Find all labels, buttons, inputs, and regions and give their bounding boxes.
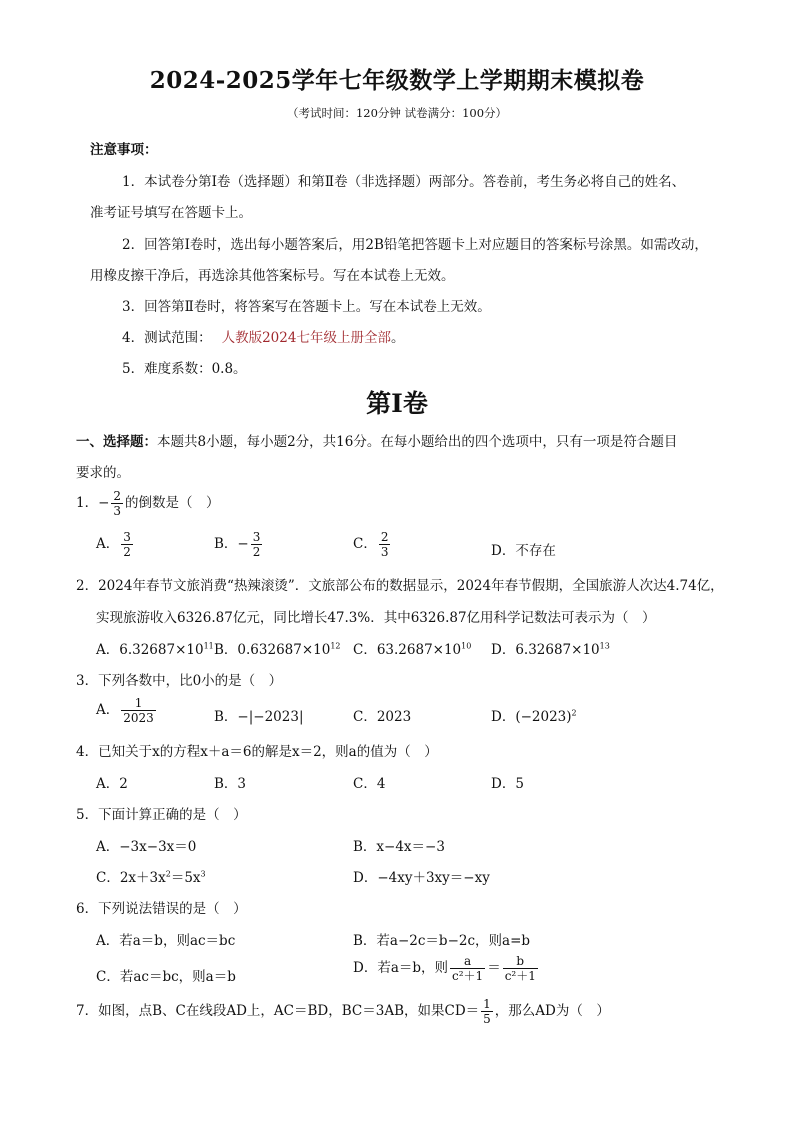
q1-c-den: 3: [380, 545, 389, 559]
section-title: 第Ⅰ卷: [366, 389, 428, 418]
q3-option-d: [491, 705, 577, 725]
q1-a-fraction: [121, 530, 133, 559]
q5-c-exp2: 3: [200, 869, 206, 879]
q6-d-den2: c²＋1: [504, 969, 536, 983]
q3-option-a: [96, 696, 158, 725]
q6-d-num2: b: [503, 954, 538, 969]
notice-item-2-cont: 用橡皮擦干净后，再选涂其他答案标号。写在本试卷上无效。: [90, 268, 455, 284]
notice-item-5: 5．难度系数：0.8。: [122, 361, 247, 377]
q2-d-base: D．6.32687×10: [491, 642, 600, 658]
q5-c-part1: C．2x＋3x: [96, 870, 166, 886]
q1-b-fraction: [251, 530, 263, 559]
q3-option-b: B．−|−2023|: [214, 709, 304, 725]
q6-option-c: C．若ac＝bc，则a＝b: [96, 969, 236, 985]
q7-fraction: [481, 997, 493, 1026]
notice-item-4-label: 4．测试范围：: [122, 330, 212, 346]
q6-d-num1: a: [450, 954, 485, 969]
question-1-stem: [76, 489, 220, 518]
q7-prefix: 7．如图，点B、C在线段AD上，AC＝BD，BC＝3AB，如果CD＝: [76, 1003, 480, 1019]
q5-option-b: B．x−4x＝−3: [353, 839, 445, 855]
q1-option-a: [96, 530, 135, 559]
q2-a-exp: 11: [203, 641, 214, 651]
notice-item-4-end: 。: [390, 330, 405, 346]
q1-c-num: 2: [380, 530, 389, 544]
q3-d-base: D．(−2023): [491, 709, 572, 725]
question-7-stem: [76, 997, 610, 1026]
q3-option-c: C．2023: [353, 709, 412, 725]
notice-item-4: [122, 326, 404, 346]
q1-suffix: 的倒数是（ ）: [125, 495, 220, 511]
question-2-stem-cont: 实现旅游收入6326.87亿元，同比增长47.3%．其中6326.87亿用科学记数法可表示为（ ）: [96, 610, 656, 626]
q4-option-d: D．5: [491, 776, 524, 792]
q1-option-c: [353, 530, 392, 559]
q2-b-exp: 12: [330, 641, 341, 651]
q1-b-num: 3: [252, 530, 261, 544]
q2-c-exp: 10: [461, 641, 472, 651]
q1-a-num: 3: [123, 530, 131, 544]
q6-d-fraction-right: [503, 954, 538, 983]
q6-option-a: A．若a＝b，则ac＝bc: [96, 933, 236, 949]
q5-c-part2: ＝5x: [170, 870, 201, 886]
q1-a-label: A．: [96, 536, 120, 552]
q2-b-base: B．0.632687×10: [214, 642, 331, 658]
q3-a-fraction: [121, 696, 156, 725]
q1-fraction: [111, 489, 123, 518]
q1-frac-num: 2: [113, 489, 122, 503]
q2-d-exp: 13: [599, 641, 610, 651]
q1-option-d: D．不存在: [491, 543, 556, 559]
section-intro-cont: 要求的。: [76, 465, 130, 481]
q7-suffix: ，那么AD为（ ）: [494, 1003, 610, 1019]
notice-item-3: 3．回答第Ⅱ卷时，将答案写在答题卡上。写在本试卷上无效。: [122, 299, 491, 315]
notice-item-1-cont: 准考证号填写在答题卡上。: [90, 205, 252, 221]
notice-item-1: 1．本试卷分第Ⅰ卷（选择题）和第Ⅱ卷（非选择题）两部分。答卷前，考生务必将自己的姓名、: [122, 174, 686, 190]
question-3-stem: 3．下列各数中，比0小的是（ ）: [76, 673, 283, 689]
q1-b-label: B．−: [214, 536, 249, 552]
q2-a-base: A．6.32687×10: [96, 642, 204, 658]
q1-c-label: C．: [353, 536, 377, 552]
q1-frac-den: 3: [113, 504, 122, 518]
q5-option-a: A．−3x−3x＝0: [96, 839, 197, 855]
test-scope: 人教版2024七年级上册全部: [221, 330, 391, 346]
q2-option-a: [96, 638, 214, 658]
section-intro-label: 一、选择题：: [76, 434, 157, 450]
q1-option-b: [214, 530, 264, 559]
q1-prefix: 1．−: [76, 495, 110, 511]
q5-option-c: [96, 866, 206, 886]
q7-frac-den: 5: [483, 1012, 491, 1026]
q5-option-d: D．−4xy＋3xy＝−xy: [353, 870, 490, 886]
q3-d-exp: 2: [571, 708, 577, 718]
q6-d-equals: ＝: [487, 960, 501, 976]
q5-c-exp1: 2: [165, 869, 171, 879]
q6-option-d: [353, 954, 540, 983]
question-2-stem: 2．2024年春节文旅消费“热辣滚烫”．文旅部公布的数据显示，2024年春节假期，全国旅游人次达4.74亿，: [76, 578, 724, 594]
q1-c-fraction: [379, 530, 391, 559]
q2-option-b: [214, 638, 341, 658]
notice-item-2: 2．回答第Ⅰ卷时，选出每小题答案后，用2B铅笔把答题卡上对应题目的答案标号涂黑。如需改动，: [122, 237, 708, 253]
q2-option-d: [491, 638, 610, 658]
q3-a-label: A．: [96, 702, 120, 718]
question-4-stem: 4．已知关于x的方程x＋a＝6的解是x＝2，则a的值为（ ）: [76, 744, 438, 760]
q6-d-den1: c²＋1: [452, 969, 484, 983]
q3-a-den: 2023: [123, 711, 154, 725]
q6-d-prefix: D．若a＝b，则: [353, 960, 449, 976]
section-intro-text: 本题共8小题，每小题2分，共16分。在每小题给出的四个选项中，只有一项是符合题目: [157, 434, 678, 450]
q1-a-den: 2: [123, 545, 131, 559]
question-5-stem: 5．下面计算正确的是（ ）: [76, 807, 247, 823]
q4-option-c: C．4: [353, 776, 386, 792]
exam-info: （考试时间：120分钟 试卷满分：100分）: [286, 106, 508, 120]
section-intro: [76, 430, 677, 450]
q4-option-b: B．3: [214, 776, 247, 792]
q7-frac-num: 1: [483, 997, 491, 1011]
q4-option-a: A．2: [96, 776, 128, 792]
question-6-stem: 6．下列说法错误的是（ ）: [76, 901, 247, 917]
q2-c-base: C．63.2687×10: [353, 642, 462, 658]
notice-heading: 注意事项：: [90, 142, 158, 158]
q6-d-fraction-left: [450, 954, 485, 983]
q6-option-b: B．若a−2c＝b−2c，则a=b: [353, 933, 531, 949]
q3-a-num: 1: [121, 696, 156, 711]
page-title: 2024-2025学年七年级数学上学期期末模拟卷: [149, 67, 645, 94]
q2-option-c: [353, 638, 471, 658]
q1-b-den: 2: [252, 545, 261, 559]
